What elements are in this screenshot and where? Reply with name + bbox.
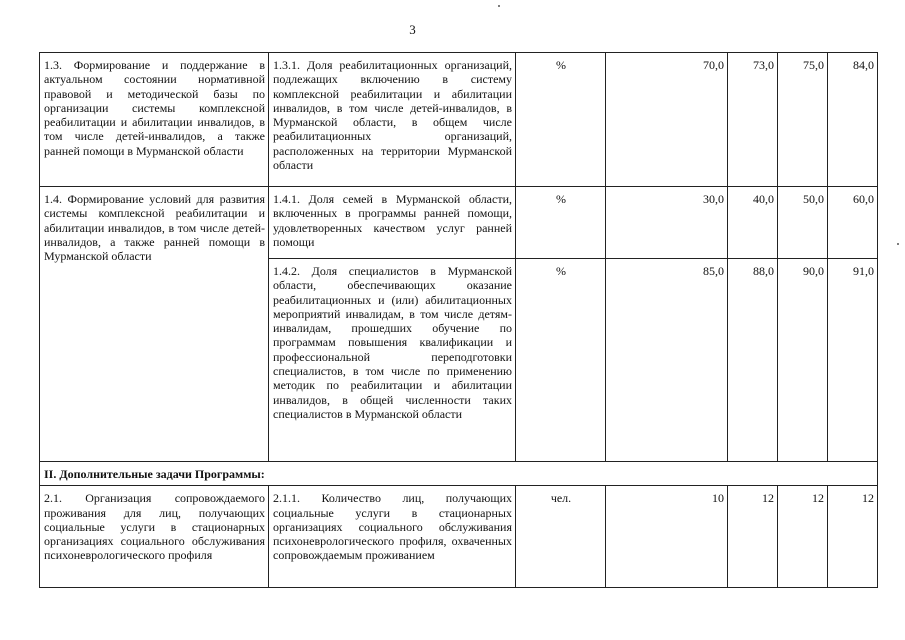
scan-speck (498, 5, 500, 7)
value-cell: 90,0 (778, 259, 828, 462)
value-cell: 12 (778, 486, 828, 588)
value-cell: 70,0 (606, 53, 728, 187)
indicator-cell: 1.3.1. Доля реабилитационных организаций, подлежащих включению в систему комплексной реабилитации и абилитации инвалидов, в том числе детей-инвалидов, в Мурманской области, в общем числе реабилитационных организаций, расположенных на территории Мурманской области (269, 53, 516, 187)
table-row (40, 486, 878, 588)
unit-cell: % (516, 259, 606, 462)
indicators-table (39, 52, 878, 588)
table-row (40, 53, 878, 187)
task-cell: 1.4. Формирование условий для развития системы комплексной реабилитации и абилитации инвалидов, в том числе детей-инвалидов, а также ранней помощи в Мурманской области (40, 187, 269, 462)
value-cell: 40,0 (728, 187, 778, 259)
scan-speck (897, 243, 899, 245)
value-cell: 10 (606, 486, 728, 588)
value-cell: 30,0 (606, 187, 728, 259)
value-cell: 85,0 (606, 259, 728, 462)
unit-cell: % (516, 53, 606, 187)
value-cell: 84,0 (828, 53, 878, 187)
value-cell: 91,0 (828, 259, 878, 462)
indicator-cell: 1.4.2. Доля специалистов в Мурманской области, обеспечивающих оказание реабилитационных и (или) абилитационных мероприятий инвалидам, в том числе детям-инвалидам, прошедших обучение по программам повышения квалификации и профессиональной переподготовки специалистов, в том числе по применению методик по реабилитации и абилитации инвалидов, в общей численности таких специалистов в Мурманской области (269, 259, 516, 462)
indicator-cell: 2.1.1. Количество лиц, получающих социальные услуги в стационарных организациях социального обслуживания психоневрологического профиля, охваченных сопровождаемым проживанием (269, 486, 516, 588)
page-number: 3 (409, 22, 416, 37)
unit-cell: % (516, 187, 606, 259)
value-cell: 50,0 (778, 187, 828, 259)
value-cell: 88,0 (728, 259, 778, 462)
value-cell: 73,0 (728, 53, 778, 187)
unit-cell: чел. (516, 486, 606, 588)
value-cell: 60,0 (828, 187, 878, 259)
section-heading: II. Дополнительные задачи Программы: (40, 462, 878, 486)
section-row (40, 462, 878, 486)
value-cell: 12 (728, 486, 778, 588)
task-cell: 1.3. Формирование и поддержание в актуальном состоянии нормативной правовой и методической базы по организации системы комплексной реабилитации и абилитации инвалидов, в том числе детей-инвалидов, а также ранней помощи в Мурманской области (40, 53, 269, 187)
value-cell: 75,0 (778, 53, 828, 187)
table-row (40, 187, 878, 259)
value-cell: 12 (828, 486, 878, 588)
indicator-cell: 1.4.1. Доля семей в Мурманской области, включенных в программы ранней помощи, удовлетворенных качеством услуг ранней помощи (269, 187, 516, 259)
task-cell: 2.1. Организация сопровождаемого проживания для лиц, получающих социальные услуги в стационарных организациях социального обслуживания психоневрологического профиля (40, 486, 269, 588)
